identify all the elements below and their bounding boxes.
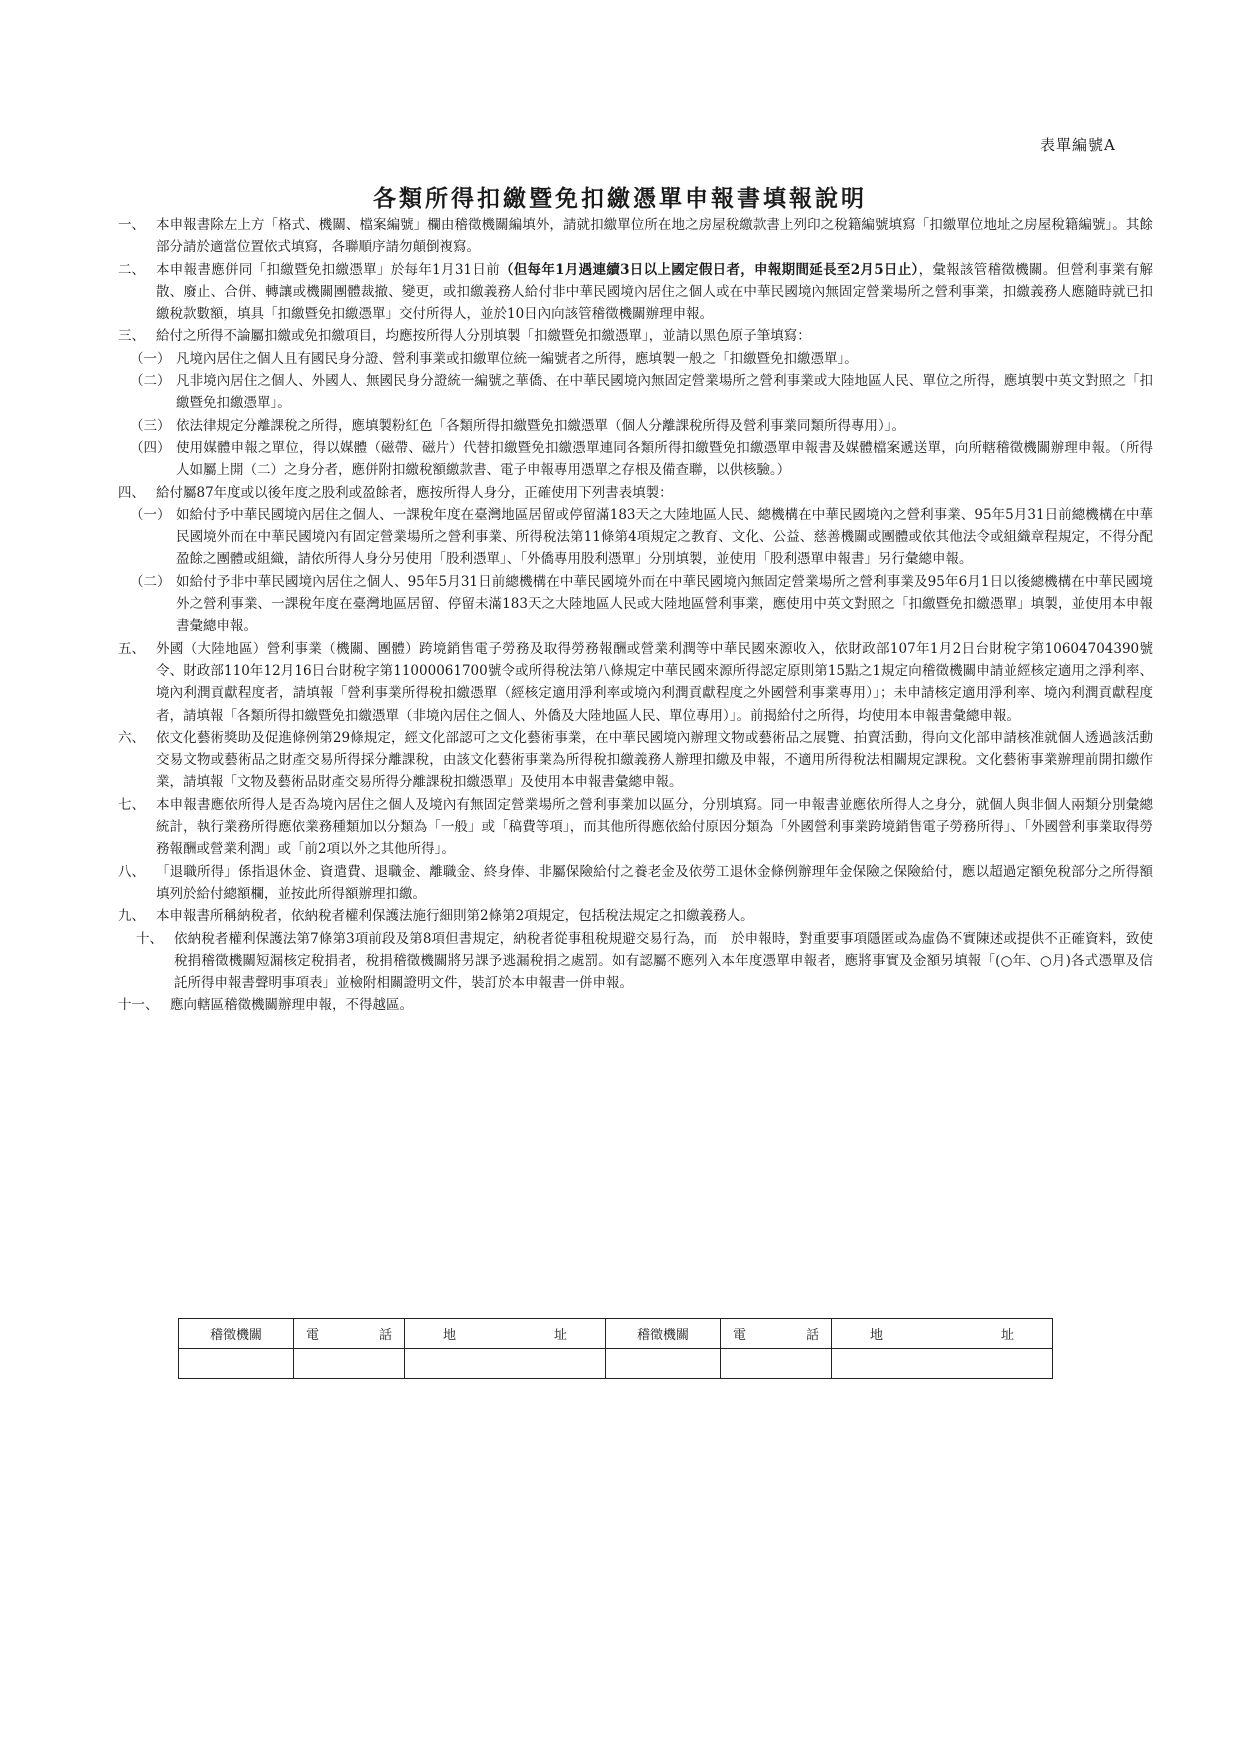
address-label-part: 址 [1000,1328,1014,1343]
item-text-bold: （但每年1月遇連續3日以上國定假日者，申報期間延長至2月5日止） [499,261,919,278]
item-text: 給付屬87年度或以後年度之股利或盈餘者，應按所得人身分，正確使用下列書表填製： [156,484,673,501]
table-cell [606,1349,721,1379]
page-title: 各類所得扣繳暨免扣繳憑單申報書填報說明 [373,185,867,212]
item-text: 本申報書除左上方「格式、機關、檔案編號」欄由稽徵機關編填外，請就扣繳單位所在地之房屋稅繳款書上列印之稅籍編號填寫「扣繳單位地址之房屋稅籍編號」。其餘部分請於適當位置依式填寫，各聯順序請勿顛倒複寫。 [156,217,1153,256]
phone-label-part: 話 [805,1328,819,1343]
item-text: 本申報書應依所得人是否為境內居住之個人及境內有無固定營業場所之營利事業加以區分，分別填寫。同一申報書並應依所得人之身分，就個人與非個人兩類分別彙總統計，執行業務所得應依業務種類加以分類為「一般」或「稿費等項」，而其他所得應依給付原因分類為「外國營利事業跨境銷售電子勞務所得」、「外國營利事業取得勞務報酬或營業利潤」或「前2項以外之其他所得」。 [156,796,1153,858]
tax-office-table-wrapper [178,1318,1053,1379]
table-header-row [179,1319,1053,1349]
instruction-item-3 [118,325,1153,347]
instruction-item-1 [118,214,1153,259]
instruction-item-9 [118,905,1153,927]
sub-item [118,348,1153,370]
item-number: 五、 [118,640,145,657]
item-text: 外國（大陸地區）營利事業（機關、團體）跨境銷售電子勞務及取得勞務報酬或營業利潤等中華民國來源收入，依財政部107年1月2日台財稅字第10604704390號令、財政部110年12月16日台財稅字第11000061700號令或所得稅法第八條規定中華民國來源所得認定原則第15點之1規定向稽徵機關申請並經核定適用之淨利率、境內利潤貢獻程度者，請填報「營利事業所得稅扣繳憑單（經核定適用淨利率或境內利潤貢獻程度之外國營利事業專用）」；未申請核定適用淨利率、境內利潤貢獻程度者，請填報「各類所得扣繳暨免扣繳憑單（非境內居住之個人、外僑及大陸地區人民、單位專用）」。前揭給付之所得，均使用本申報書彙總申報。 [156,640,1153,724]
instruction-item-5 [118,638,1153,727]
table-cell [721,1349,832,1379]
table-header-cell [294,1319,405,1349]
item-number: 六、 [118,729,145,746]
instruction-item-11 [118,994,1153,1016]
item-number: 四、 [118,484,145,501]
item-text: 「退職所得」係指退休金、資遣費、退職金、離職金、終身俸、非屬保險給付之養老金及依勞工退休金條例辦理年金保險之保險給付，應以超過定額免稅部分之所得額填列於給付總額欄，並按此所得額辦理扣繳。 [156,863,1153,902]
tax-office-table [178,1318,1053,1379]
address-label-part: 地 [870,1328,884,1343]
sub-item-number: （三） [130,417,171,434]
item-number: 十、 [136,930,163,947]
sub-item [118,437,1153,482]
item-number: 一、 [118,217,145,233]
item-text: 給付之所得不論屬扣繳或免扣繳項目，均應按所得人分別填製「扣繳暨免扣繳憑單」，並請以黑色原子筆填寫： [156,328,811,345]
sub-item-text: 如給付予非中華民國境內居住之個人、95年5月31日前總機構在中華民國境外而在中華民國境內無固定營業場所之營利事業及95年6月1日以後總機構在中華民國境外之營利事業、一課稅年度在臺灣地區居留、停留未滿183天之大陸地區人民或大陸地區營利事業，應使用中英文對照之「扣繳暨免扣繳憑單」填製，並使用本申報書彙總申報。 [176,573,1153,635]
phone-label-part: 話 [378,1328,392,1343]
instruction-item-6 [118,727,1153,794]
sub-item-number: （一） [130,350,171,367]
table-cell [179,1349,294,1379]
table-row [179,1349,1053,1379]
table-cell [832,1349,1053,1379]
sub-item-text: 凡境內居住之個人且有國民身分證、營利事業或扣繳單位統一編號者之所得，應填製一般之「扣繳暨免扣繳憑單」。 [176,350,858,367]
item-text: 依文化藝術獎助及促進條例第29條規定，經文化部認可之文化藝術事業，在中華民國境內辦理文物或藝術品之展覽、拍賣活動，得向文化部申請核准就個人透過該活動交易文物或藝術品之財產交易所得採分離課稅，由該文化藝術事業為所得稅扣繳義務人辦理扣繳及申報，不適用所得稅法相關規定課稅。文化藝術事業辦理前開扣繳作業，請填報「文物及藝術品財產交易所得分離課稅扣繳憑單」及使用本申報書彙總申報。 [156,729,1153,791]
phone-label-part: 電 [733,1328,747,1343]
table-header-cell [405,1319,606,1349]
sub-item-text: 如給付予中華民國境內居住之個人、一課稅年度在臺灣地區居留或停留滿183天之大陸地區人民、總機構在中華民國境內之營利事業、95年5月31日前總機構在中華民國境外而在中華民國境內有固定營業場所之營利事業、所得稅法第11條第4項規定之教育、文化、公益、慈善機關或團體或依其他法令或組織章程規定，不得分配盈餘之團體或組織，請依所得人身分另使用「股利憑單」、「外僑專用股利憑單」分別填製，並使用「股利憑單申報書」另行彙總申報。 [176,506,1153,568]
item-text [156,259,1153,326]
sub-item-number: （一） [130,506,171,523]
item-number: 十一、 [118,997,159,1014]
sub-item [118,504,1153,571]
instructions-body [118,214,1153,1017]
instruction-item-2 [118,259,1153,326]
item-number: 九、 [118,908,145,925]
item-number: 七、 [118,796,145,813]
instruction-item-8 [118,861,1153,906]
sub-item-number: （二） [130,373,171,390]
item-text-before: 本申報書應併同「扣繳暨免扣繳憑單」於每年1月31日前 [156,261,500,278]
item-number: 八、 [118,863,145,880]
instruction-item-4 [118,482,1153,504]
instruction-item-10 [118,928,1153,995]
sub-item-number: （二） [130,573,171,590]
address-label-part: 址 [553,1328,567,1343]
sub-item-text: 依法律規定分離課稅之所得，應填製粉紅色「各類所得扣繳暨免扣繳憑單（個人分離課稅所得及營利事業同類所得專用）」。 [176,417,905,434]
phone-label-part: 電 [306,1328,320,1343]
instruction-item-7 [118,794,1153,861]
table-header-cell [721,1319,832,1349]
table-cell [294,1349,405,1379]
form-number: 表單編號A [1040,136,1116,154]
sub-item [118,415,1153,437]
item-text-after: ，彙報該管稽徵機關。但營利事業有解散、廢止、合併、轉讓或機關團體裁撤、變更，或扣繳義務人給付非中華民國境內居住之個人或在中華民國境內無固定營業場所之營利事業，扣繳義務人應隨時就已扣繳稅款數額，填具「扣繳暨免扣繳憑單」交付所得人，並於10日內向該管稽徵機關辦理申報。 [156,261,1153,323]
table-header-cell [832,1319,1053,1349]
sub-item-number: （四） [130,439,171,456]
address-label-part: 地 [443,1328,457,1343]
sub-item [118,370,1153,415]
sub-item-text: 使用媒體申報之單位，得以媒體（磁帶、磁片）代替扣繳暨免扣繳憑單連同各類所得扣繳暨免扣繳憑單申報書及媒體檔案遞送單，向所轄稽徵機關辦理申報。（所得人如屬上開（二）之身分者，應併附扣繳稅額繳款書、電子申報專用憑單之存根及備查聯，以供核驗。） [176,439,1153,479]
table-cell [405,1349,606,1379]
table-header-cell: 稽徵機關 [179,1319,294,1349]
item-text: 本申報書所稱納稅者，依納稅者權利保護法施行細則第2條第2項規定，包括稅法規定之扣繳義務人。 [156,908,754,925]
sub-item [118,571,1153,638]
item-number: 二、 [118,261,145,278]
item-text: 應向轄區稽徵機關辦理申報，不得越區。 [170,997,413,1014]
table-header-cell: 稽徵機關 [606,1319,721,1349]
item-number: 三、 [118,328,145,345]
sub-item-text: 凡非境內居住之個人、外國人、無國民身分證統一編號之華僑、在中華民國境內無固定營業場所之營利事業或大陸地區人民、單位之所得，應填製中英文對照之「扣繳暨免扣繳憑單」。 [176,373,1153,412]
item-text: 依納稅者權利保護法第7條第3項前段及第8項但書規定，納稅者從事租稅規避交易行為，而 於申報時，對重要事項隱匿或為虛偽不實陳述或提供不正確資料，致使稅捐稽徵機關短漏核定稅捐者，稅捐稽徵機關將另課予逃漏稅捐之處罰。如有認屬不應列入本年度憑單申報者，應將事實及金額另填報「(○年、○月)各式憑單及信託所得申報書聲明事項表」並檢附相關證明文件，裝訂於本申報書一併申報。 [174,930,1153,992]
